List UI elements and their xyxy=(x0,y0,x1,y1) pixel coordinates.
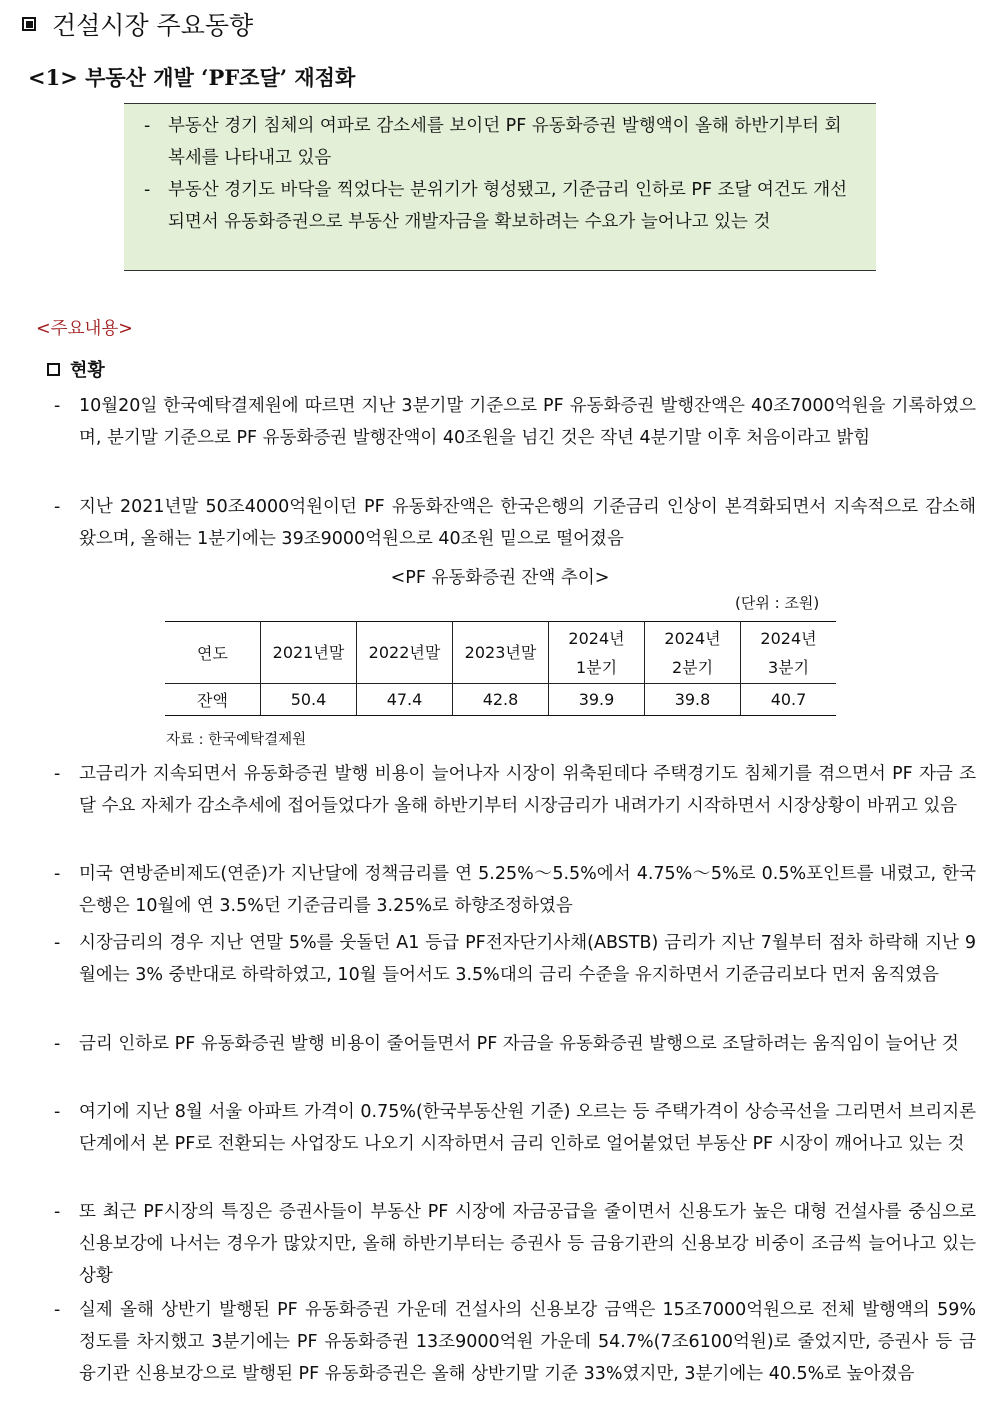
column-header: 2024년 1분기 xyxy=(549,622,645,684)
list-item xyxy=(54,1294,976,1390)
dash-marker: - xyxy=(54,933,61,953)
list-item xyxy=(54,927,976,991)
table-cell: 40.7 xyxy=(741,684,837,716)
list-item xyxy=(54,390,976,454)
status-heading-text: 현황 xyxy=(70,360,105,381)
status-heading xyxy=(47,356,105,382)
table-cell: 39.9 xyxy=(549,684,645,716)
list-item xyxy=(54,1028,976,1060)
summary-item xyxy=(124,174,876,238)
column-header: 2023년말 xyxy=(453,622,549,684)
row-header-year: 연도 xyxy=(165,622,261,684)
hollow-square-icon xyxy=(47,363,60,376)
dash-marker: - xyxy=(54,396,61,416)
column-header: 2022년말 xyxy=(357,622,453,684)
page-title: 건설시장 주요동향 xyxy=(52,11,254,40)
pf-balance-table xyxy=(165,621,836,716)
list-item-text: 시장금리의 경우 지난 연말 5%를 웃돌던 A1 등급 PF전자단기사채(ABSTB) 금리가 지난 7월부터 점차 하락해 지난 9월에는 3% 중반대로 하락하였고, 10월 들어서도 3.5%대의 금리 수준을 유지하면서 기준금리보다 먼저 움직였음 xyxy=(79,933,976,985)
table-title: <PF 유동화증권 잔액 추이> xyxy=(390,568,610,588)
dash-marker: - xyxy=(144,116,151,136)
list-item xyxy=(54,491,976,555)
table-cell: 42.8 xyxy=(453,684,549,716)
dash-marker: - xyxy=(54,1034,61,1054)
table-unit: (단위 : 조원) xyxy=(735,594,820,612)
dash-marker: - xyxy=(54,497,61,517)
dash-marker: - xyxy=(54,1202,61,1222)
list-item-text: 여기에 지난 8월 서울 아파트 가격이 0.75%(한국부동산원 기준) 오르는 등 주택가격이 상승곡선을 그리면서 브리지론 단계에서 본 PF로 전환되는 사업장도 나오기 시작하면서 금리 인하로 얼어붙었던 부동산 PF 시장이 깨어나고 있는 것 xyxy=(79,1102,976,1154)
dash-marker: - xyxy=(54,1102,61,1122)
summary-text: 부동산 경기 침체의 여파로 감소세를 보이던 PF 유동화증권 발행액이 올해 하반기부터 회복세를 나타내고 있음 xyxy=(168,116,842,168)
table-cell: 50.4 xyxy=(261,684,357,716)
list-item-text: 미국 연방준비제도(연준)가 지난달에 정책금리를 연 5.25%～5.5%에서 4.75%～5%로 0.5%포인트를 내렸고, 한국은행은 10월에 연 3.5%던 기준금리를 3.25%로 하향조정하였음 xyxy=(79,864,976,916)
list-item-text: 또 최근 PF시장의 특징은 증권사들이 부동산 PF 시장에 자금공급을 줄이면서 신용도가 높은 대형 건설사를 중심으로 신용보강에 나서는 경우가 많았지만, 올해 하반기부터는 증권사 등 금융기관의 신용보강 비중이 조금씩 늘어나고 있는 상황 xyxy=(79,1202,976,1286)
list-item-text: 10월20일 한국예탁결제원에 따르면 지난 3분기말 기준으로 PF 유동화증권 발행잔액은 40조7000억원을 기록하였으며, 분기말 기준으로 PF 유동화증권 발행잔액이 40조원을 넘긴 것은 작년 4분기말 이후 처음이라고 밝힘 xyxy=(79,396,976,448)
summary-text: 부동산 경기도 바닥을 찍었다는 분위기가 형성됐고, 기준금리 인하로 PF 조달 여건도 개선되면서 유동화증권으로 부동산 개발자금을 확보하려는 수요가 늘어나고 있는 것 xyxy=(168,180,848,232)
table-row xyxy=(165,684,836,716)
table-cell: 39.8 xyxy=(645,684,741,716)
column-header: 2024년 2분기 xyxy=(645,622,741,684)
section-title: <1> 부동산 개발 ‘PF조달’ 재점화 xyxy=(28,65,356,90)
list-item-text: 실제 올해 상반기 발행된 PF 유동화증권 가운데 건설사의 신용보강 금액은 15조7000억원으로 전체 발행액의 59% 정도를 차지했고 3분기에는 PF 유동화증권 13조9000억원 가운데 54.7%(7조6100억원)로 줄었지만, 증권사 등 금융기관 신용보강으로 발행된 PF 유동화증권은 올해 상반기말 기준 33%였지만, 3분기에는 40.5%로 높아졌음 xyxy=(79,1300,976,1384)
filled-square-icon xyxy=(22,17,36,31)
list-item-text: 지난 2021년말 50조4000억원이던 PF 유동화잔액은 한국은행의 기준금리 인상이 본격화되면서 지속적으로 감소해 왔으며, 올해는 1분기에는 39조9000억원으로 40조원 밑으로 떨어졌음 xyxy=(79,497,976,549)
list-item-text: 금리 인하로 PF 유동화증권 발행 비용이 줄어들면서 PF 자금을 유동화증권 발행으로 조달하려는 움직임이 늘어난 것 xyxy=(79,1034,959,1054)
dash-marker: - xyxy=(54,1300,61,1320)
column-header: 2021년말 xyxy=(261,622,357,684)
row-header-value: 잔액 xyxy=(165,684,261,716)
dash-marker: - xyxy=(54,864,61,884)
table-source: 자료 : 한국예탁결제원 xyxy=(166,732,307,748)
table-cell: 47.4 xyxy=(357,684,453,716)
list-item-text: 고금리가 지속되면서 유동화증권 발행 비용이 늘어나자 시장이 위축된데다 주택경기도 침체기를 겪으면서 PF 자금 조달 수요 자체가 감소추세에 접어들었다가 올해 하반기부터 시장금리가 내려가기 시작하면서 시장상황이 바뀌고 있음 xyxy=(79,764,976,816)
dash-marker: - xyxy=(144,180,151,200)
list-item xyxy=(54,1096,976,1160)
list-item xyxy=(54,1196,976,1292)
main-content-label: <주요내용> xyxy=(36,319,133,339)
page-header xyxy=(22,6,253,42)
list-item xyxy=(54,858,976,922)
table-header-row xyxy=(165,622,836,684)
column-header: 2024년 3분기 xyxy=(741,622,837,684)
summary-box xyxy=(124,103,876,271)
summary-item xyxy=(124,110,876,174)
dash-marker: - xyxy=(54,764,61,784)
list-item xyxy=(54,758,976,822)
